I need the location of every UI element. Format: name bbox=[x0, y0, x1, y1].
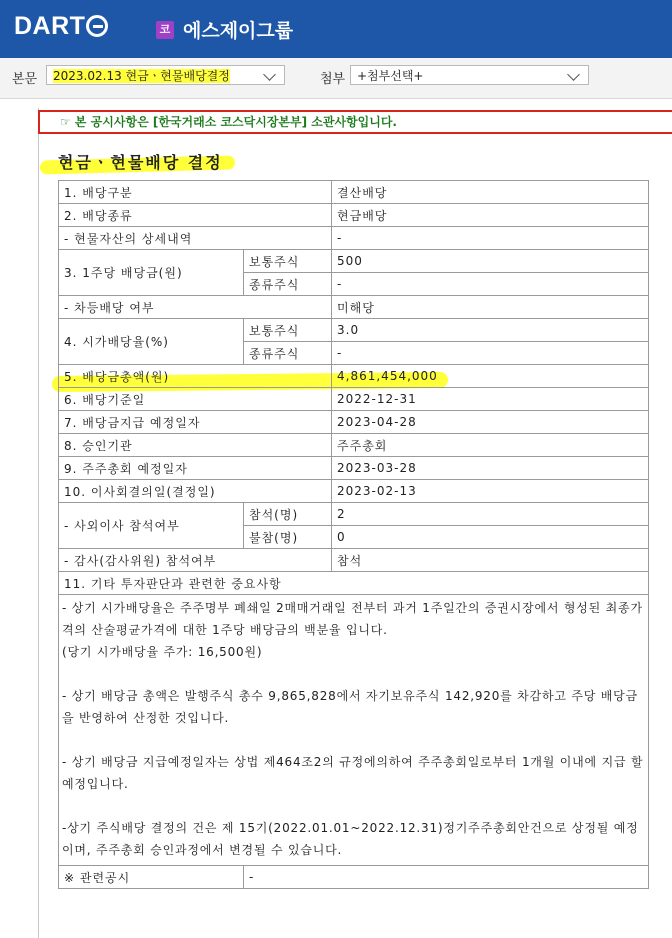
row-sublabel: 종류주식 bbox=[244, 273, 332, 296]
row-value: 2023-02-13 bbox=[332, 480, 649, 503]
jurisdiction-notice: ☞ 본 공시사항은 [한국거래소 코스닥시장본부] 소관사항입니다. bbox=[38, 110, 672, 134]
row-value: 0 bbox=[332, 526, 649, 549]
table-row bbox=[59, 480, 649, 503]
row-label: - 차등배당 여부 bbox=[59, 296, 332, 319]
row-value: 2023-03-28 bbox=[332, 457, 649, 480]
note-paragraph: - 상기 배당금 총액은 발행주식 총수 9,865,828에서 자기보유주식 142,920를 차감하고 주당 배당금을 반영하여 산정한 것입니다. bbox=[62, 689, 638, 725]
table-row bbox=[59, 388, 649, 411]
main-doc-label: 본문 bbox=[12, 72, 38, 87]
disclosure-table bbox=[58, 180, 649, 889]
company-name[interactable]: 에스제이그룹 bbox=[183, 20, 294, 42]
table-row bbox=[59, 411, 649, 434]
table-row bbox=[59, 365, 649, 388]
table-row bbox=[59, 434, 649, 457]
row-label: - 현물자산의 상세내역 bbox=[59, 227, 332, 250]
row-sublabel: 종류주식 bbox=[244, 342, 332, 365]
row-label: - 사외이사 참석여부 bbox=[59, 503, 244, 549]
chevron-down-icon bbox=[263, 68, 276, 81]
table-row bbox=[59, 866, 649, 889]
row-label: 1. 배당구분 bbox=[59, 181, 332, 204]
row-value: - bbox=[244, 866, 649, 889]
row-value: 2023-04-28 bbox=[332, 411, 649, 434]
row-value: 2 bbox=[332, 503, 649, 526]
notes-cell bbox=[59, 595, 649, 866]
row-sublabel: 참석(명) bbox=[244, 503, 332, 526]
table-row bbox=[59, 296, 649, 319]
row-value: 현금배당 bbox=[332, 204, 649, 227]
row-label: ※ 관련공시 bbox=[59, 866, 244, 889]
row-label: 10. 이사회결의일(결정일) bbox=[59, 480, 332, 503]
note-paragraph: - 상기 배당금 지급예정일자는 상법 제464조2의 규정에의하여 주주총회일로부터 1개월 이내에 지급 할 예정입니다. bbox=[62, 755, 644, 791]
row-label: 7. 배당금지급 예정일자 bbox=[59, 411, 332, 434]
note-paragraph: - 상기 시가배당율은 주주명부 폐쇄일 2매매거래일 전부터 과거 1주일간의 증권시장에서 형성된 최종가격의 산술평균가격에 대한 1주당 배당금의 백분율 입니다. bbox=[62, 601, 643, 637]
table-row bbox=[59, 227, 649, 250]
row-label: 6. 배당기준일 bbox=[59, 388, 332, 411]
document-title: 현금ㆍ현물배당 결정 bbox=[58, 153, 223, 172]
dart-logo[interactable] bbox=[14, 12, 108, 41]
row-value: 3.0 bbox=[332, 319, 649, 342]
main-doc-select[interactable] bbox=[46, 65, 285, 85]
row-sublabel: 보통주식 bbox=[244, 319, 332, 342]
attach-label: 첨부 bbox=[320, 72, 346, 87]
row-value: 500 bbox=[332, 250, 649, 273]
table-row bbox=[59, 595, 649, 866]
row-value: 4,861,454,000 bbox=[332, 365, 649, 388]
row-value: - bbox=[332, 227, 649, 250]
row-sublabel: 보통주식 bbox=[244, 250, 332, 273]
logo-circle-icon bbox=[86, 15, 108, 37]
row-value: 미해당 bbox=[332, 296, 649, 319]
table-row bbox=[59, 549, 649, 572]
table-row bbox=[59, 457, 649, 480]
table-row bbox=[59, 181, 649, 204]
logo-text: DART bbox=[14, 12, 86, 40]
row-label: - 감사(감사위원) 참석여부 bbox=[59, 549, 332, 572]
note-paragraph: (당기 시가배당율 주가: 16,500원) bbox=[62, 645, 263, 659]
table-row bbox=[59, 250, 649, 273]
attach-select[interactable] bbox=[350, 65, 589, 85]
row-value: - bbox=[332, 273, 649, 296]
table-row bbox=[59, 572, 649, 595]
row-value: 주주총회 bbox=[332, 434, 649, 457]
market-badge: 코 bbox=[156, 21, 174, 39]
row-label: 11. 기타 투자판단과 관련한 중요사항 bbox=[59, 572, 649, 595]
row-label: 3. 1주당 배당금(원) bbox=[59, 250, 244, 296]
attach-value: +첨부선택+ bbox=[357, 69, 424, 83]
row-label: 2. 배당종류 bbox=[59, 204, 332, 227]
chevron-down-icon bbox=[567, 68, 580, 81]
row-label: 9. 주주총회 예정일자 bbox=[59, 457, 332, 480]
row-sublabel: 불참(명) bbox=[244, 526, 332, 549]
table-row bbox=[59, 503, 649, 526]
table-row bbox=[59, 319, 649, 342]
row-label: 8. 승인기관 bbox=[59, 434, 332, 457]
row-label: 4. 시가배당율(%) bbox=[59, 319, 244, 365]
row-value: 2022-12-31 bbox=[332, 388, 649, 411]
table-row bbox=[59, 204, 649, 227]
main-doc-value: 2023.02.13 현금ㆍ현물배당결정 bbox=[53, 69, 230, 83]
row-label: 5. 배당금총액(원) bbox=[59, 365, 332, 388]
row-value: - bbox=[332, 342, 649, 365]
row-value: 결산배당 bbox=[332, 181, 649, 204]
note-paragraph: -상기 주식배당 결정의 건은 제 15기(2022.01.01~2022.12.31)정기주주총회안건으로 상정될 예정이며, 주주총회 승인과정에서 변경될 수 있습니다. bbox=[62, 821, 639, 857]
row-value: 참석 bbox=[332, 549, 649, 572]
